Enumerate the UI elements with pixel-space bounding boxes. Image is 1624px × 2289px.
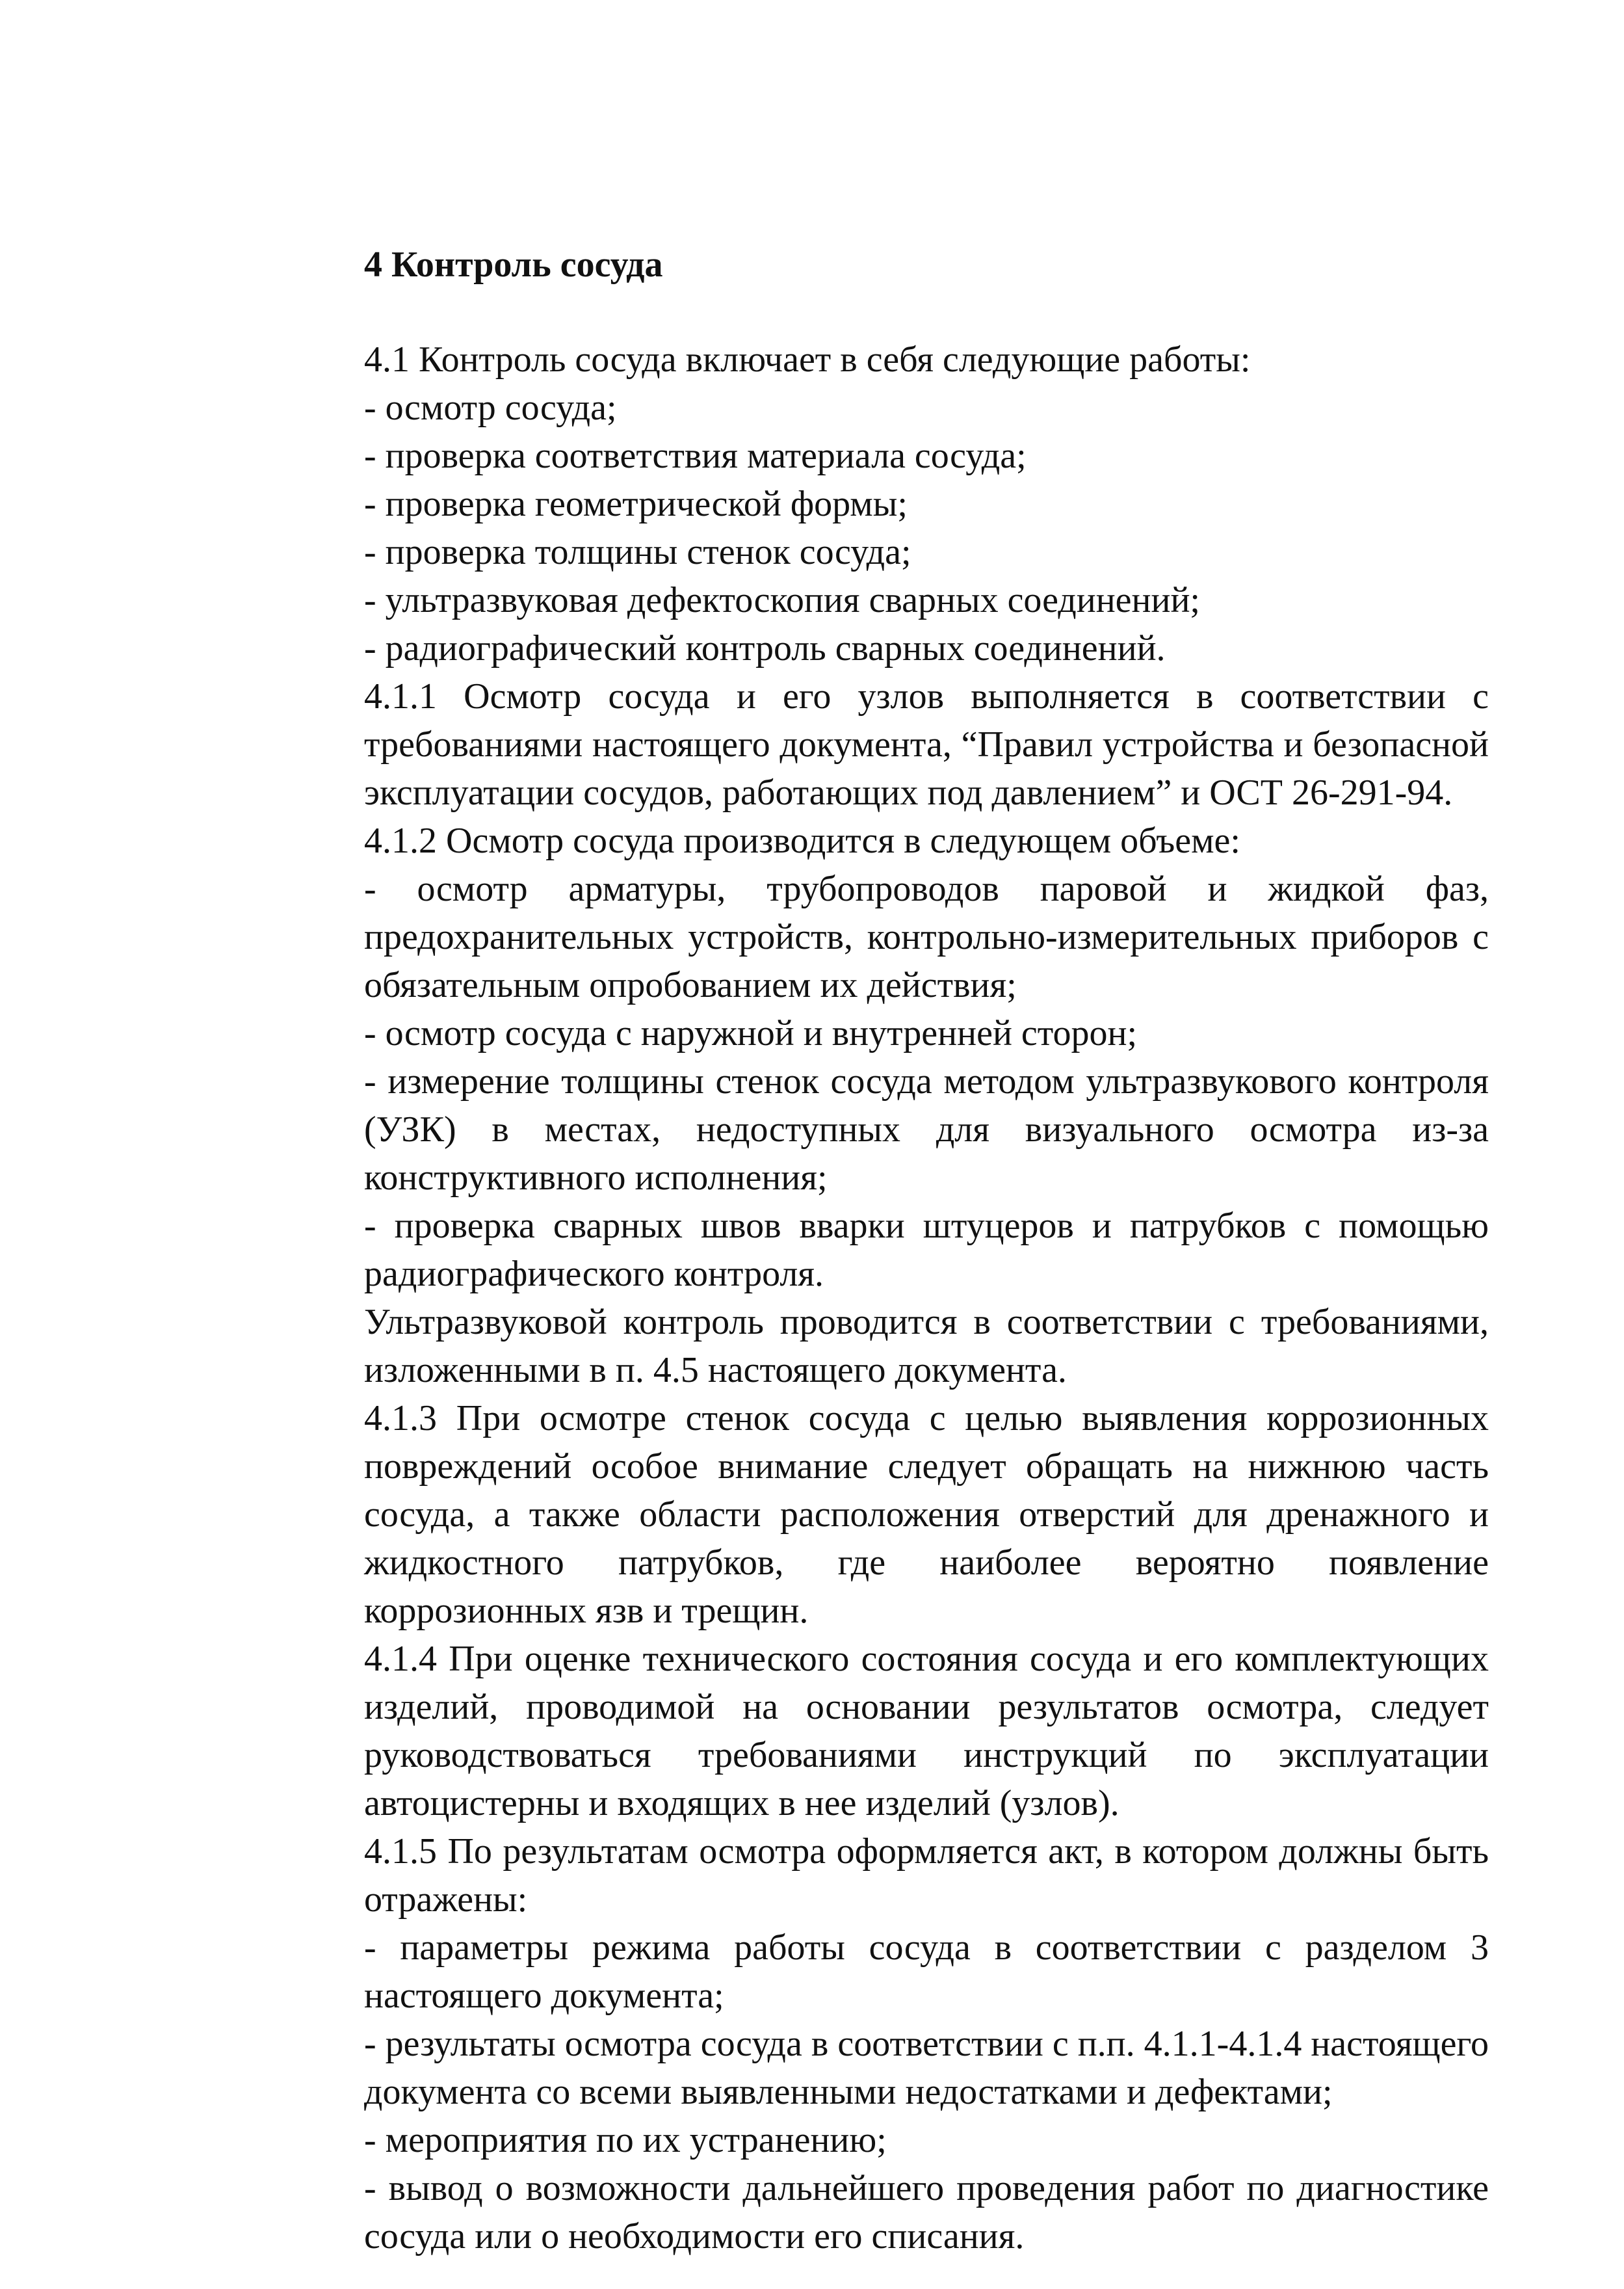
document-body	[364, 241, 1489, 2260]
list-item-operating-parameters: - параметры режима работы сосуда в соответствии с разделом 3 настоящего документа;	[364, 1927, 1489, 2016]
paragraph-4-1-5: 4.1.5 По результатам осмотра оформляется акт, в котором должны быть отражены:	[364, 1831, 1489, 1920]
list-item-material-check: - проверка соответствия материала сосуда;	[364, 436, 1027, 476]
list-item-wall-thickness-measurement: - измерение толщины стенок сосуда методом ультразвукового контроля (УЗК) в местах, недоступных для визуального осмотра из-за конструктивного исполнения;	[364, 1061, 1489, 1198]
paragraph-4-1-4: 4.1.4 При оценке технического состояния сосуда и его комплектующих изделий, проводимой на основании результатов осмотра, следует руководствоваться требованиями инструкций по эксплуатации автоцистерны и входящих в нее изделий (узлов).	[364, 1639, 1489, 1823]
list-item-geometry-check: - проверка геометрической формы;	[364, 484, 908, 524]
list-item-inspection-results: - результаты осмотра сосуда в соответствии с п.п. 4.1.1-4.1.4 настоящего документа со всеми выявленными недостатками и дефектами;	[364, 2024, 1489, 2112]
list-item-radiographic-control: - радиографический контроль сварных соединений.	[364, 628, 1166, 668]
paragraph-4-1-1: 4.1.1 Осмотр сосуда и его узлов выполняется в соответствии с требованиями настоящего документа, “Правил устройства и безопасной эксплуатации сосудов, работающих под давлением” и ОСТ 26-291-94.	[364, 676, 1489, 813]
list-item-fittings-inspection: - осмотр арматуры, трубопроводов паровой и жидкой фаз, предохранительных устройств, контрольно-измерительных приборов с обязательным опробованием их действия;	[364, 869, 1489, 1005]
list-item-inspection: - осмотр сосуда;	[364, 388, 617, 428]
paragraph-ultrasonic-control: Ультразвуковой контроль проводится в соответствии с требованиями, изложенными в п. 4.5 настоящего документа.	[364, 1302, 1489, 1390]
paragraph-4-1-2: 4.1.2 Осмотр сосуда производится в следующем объеме:	[364, 821, 1240, 861]
list-item-conclusion: - вывод о возможности дальнейшего проведения работ по диагностике сосуда или о необходимости его списания.	[364, 2168, 1489, 2256]
section-title: 4 Контроль сосуда	[364, 245, 663, 285]
list-item-ultrasonic-testing: - ультразвуковая дефектоскопия сварных соединений;	[364, 580, 1200, 620]
list-item-thickness-check: - проверка толщины стенок сосуда;	[364, 532, 911, 572]
list-item-weld-check: - проверка сварных швов вварки штуцеров и патрубков с помощью радиографического контроля.	[364, 1206, 1489, 1294]
list-item-outer-inner-inspection: - осмотр сосуда с наружной и внутренней сторон;	[364, 1013, 1138, 1053]
paragraph-4-1-3: 4.1.3 При осмотре стенок сосуда с целью выявления коррозионных повреждений особое внимание следует обращать на нижнюю часть сосуда, а также области расположения отверстий для дренажного и жидкостного патрубков, где наиболее вероятно появление коррозионных язв и трещин.	[364, 1398, 1489, 1631]
list-item-remediation-measures: - мероприятия по их устранению;	[364, 2120, 887, 2160]
paragraph-4-1: 4.1 Контроль сосуда включает в себя следующие работы:	[364, 339, 1251, 380]
